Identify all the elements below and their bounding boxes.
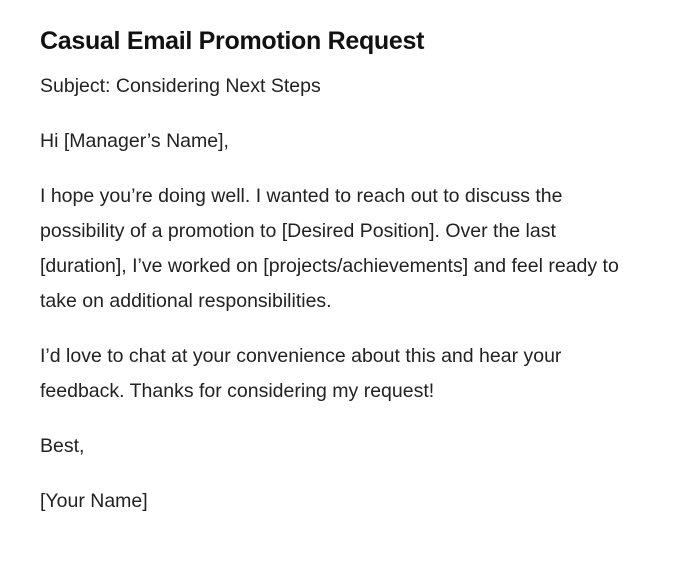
email-signoff: Best, — [40, 435, 85, 457]
email-body-paragraph: I hope you’re doing well. I wanted to reach out to discuss the possibility of a promotion to [Desired Position]. Over the last [duration], I’ve worked on [projects/achievements] and feel ready to take on additional responsibilities. — [40, 185, 619, 312]
email-signature: [Your Name] — [40, 490, 148, 512]
email-greeting: Hi [Manager’s Name], — [40, 130, 229, 152]
email-subject-line: Subject: Considering Next Steps — [40, 75, 321, 97]
email-body-paragraph: I’d love to chat at your convenience about this and hear your feedback. Thanks for considering my request! — [40, 345, 562, 402]
document-title: Casual Email Promotion Request — [40, 27, 425, 55]
